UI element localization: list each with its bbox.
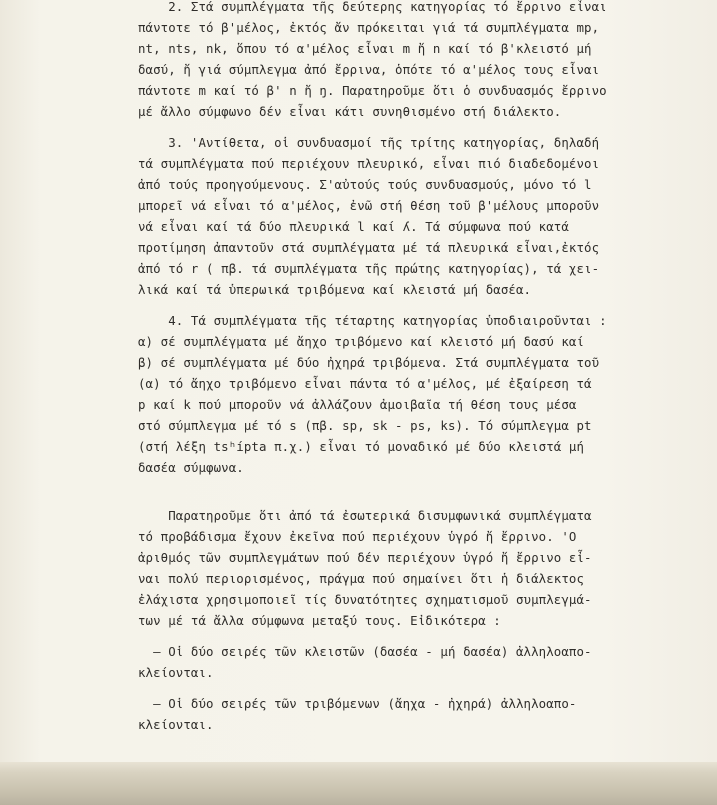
text-line: τά συμπλέγματα πού περιέχουν πλευρικό, εἶναι πιό διαδεδομένοι — [138, 156, 600, 171]
paragraph-4 — [138, 310, 698, 478]
text-line: α) σέ συμπλέγματα μέ ἄηχο τριβόμενο καί κλειστό μή δασύ καί — [138, 334, 585, 349]
text-line: 4. Τά συμπλέγματα τῆς τέταρτης κατηγορίας ὑποδιαιροῦνται : — [138, 313, 607, 328]
text-line: μέ ἄλλο σύμφωνο δέν εἶναι κάτι συνηθισμένο στή διάλεκτο. — [138, 104, 562, 119]
text-line: κλείονται. — [138, 717, 214, 732]
text-line: — Οἱ δύο σειρές τῶν τριβόμενων (ἄηχα - ἠχηρά) ἀλληλοαπο- — [138, 696, 577, 711]
paragraph-dash-1 — [138, 641, 698, 683]
text-line: — Οἱ δύο σειρές τῶν κλειστῶν (δασέα - μή δασέα) ἀλληλοαπο- — [138, 644, 592, 659]
text-line: 2. Στά συμπλέγματα τῆς δεύτερης κατηγορίας τό ἔρρινο εἶναι — [138, 0, 607, 14]
text-line: πάντοτε m καί τό β' n ἤ ŋ. Παρατηροῦμε ὅτι ὁ συνδυασμός ἔρρινο — [138, 83, 607, 98]
text-line: των μέ τά ἄλλα σύμφωνα μεταξύ τους. Εἰδικότερα : — [138, 613, 501, 628]
text-line: ἀπό τούς προηγούμενους. Σ'αὐτούς τούς συνδυασμούς, μόνο τό l — [138, 177, 592, 192]
text-line: 3. 'Αντίθετα, οἱ συνδυασμοί τῆς τρίτης κατηγορίας, δηλαδή — [138, 135, 600, 150]
text-line: Παρατηροῦμε ὅτι ἀπό τά ἐσωτερικά δισυμφωνικά συμπλέγματα — [138, 508, 592, 523]
text-line: (α) τό ἄηχο τριβόμενο εἶναι πάντα τό α'μέλος, μέ ἐξαίρεση τά — [138, 376, 592, 391]
text-line: ναι πολύ περιορισμένος, πράγμα πού σημαίνει ὅτι ἡ διάλεκτος — [138, 571, 585, 586]
paragraph-dash-2 — [138, 693, 698, 735]
paragraph-gap — [138, 488, 698, 505]
text-line: δασύ, ἤ γιά σύμπλεγμα ἀπό ἔρρινα, ὁπότε τό α'μέλος τους εἶναι — [138, 62, 600, 77]
text-line: προτίμηση ἀπαντοῦν στά συμπλέγματα μέ τά πλευρικά εἶναι,ἐκτός — [138, 240, 600, 255]
text-line: β) σέ συμπλέγματα μέ δύο ἠχηρά τριβόμενα. Στά συμπλέγματα τοῦ — [138, 355, 600, 370]
text-line: τό προβάδισμα ἔχουν ἐκεῖνα πού περιέχουν ὑγρό ἤ ἔρρινο. 'Ο — [138, 529, 577, 544]
page-text — [138, 0, 698, 745]
text-line: ἐλάχιστα χρησιμοποιεῖ τίς δυνατότητες σχηματισμοῦ συμπλεγμά- — [138, 592, 592, 607]
text-line: λικά καί τά ὑπερωικά τριβόμενα καί κλειστά μή δασέα. — [138, 282, 532, 297]
text-line: στό σύμπλεγμα μέ τό s (πβ. sp, sk - ps, ks). Τό σύμπλεγμα pt — [138, 418, 592, 433]
text-line: ἀπό τό r ( πβ. τά συμπλέγματα τῆς πρώτης κατηγορίας), τά χει- — [138, 261, 600, 276]
text-line: ἀριθμός τῶν συμπλεγμάτων πού δέν περιέχουν ὑγρό ἤ ἔρρινο εἶ- — [138, 550, 592, 565]
text-line: κλείονται. — [138, 665, 214, 680]
text-line: μπορεῖ νά εἶναι τό α'μέλος, ἐνῶ στή θέση τοῦ β'μέλους μποροῦν — [138, 198, 600, 213]
text-line: (στή λέξη tsʰípta π.χ.) εἶναι τό μοναδικό μέ δύο κλειστά μή — [138, 439, 585, 454]
text-line: νά εἶναι καί τά δύο πλευρικά l καί ʎ. Τά σύμφωνα πού κατά — [138, 219, 569, 234]
text-line: p καί k πού μποροῦν νά ἀλλάζουν ἀμοιβαῖα τή θέση τους μέσα — [138, 397, 577, 412]
paragraph-remark — [138, 505, 698, 631]
paragraph-2 — [138, 0, 698, 122]
page-bottom-edge — [0, 762, 717, 805]
text-line: πάντοτε τό β'μέλος, ἐκτός ἄν πρόκειται γιά τά συμπλέγματα mp, — [138, 20, 600, 35]
text-line: δασέα σύμφωνα. — [138, 460, 244, 475]
paragraph-3 — [138, 132, 698, 300]
text-line: nt, nts, nk, ὅπου τό α'μέλος εἶναι m ἤ n καί τό β'κλειστό μή — [138, 41, 592, 56]
